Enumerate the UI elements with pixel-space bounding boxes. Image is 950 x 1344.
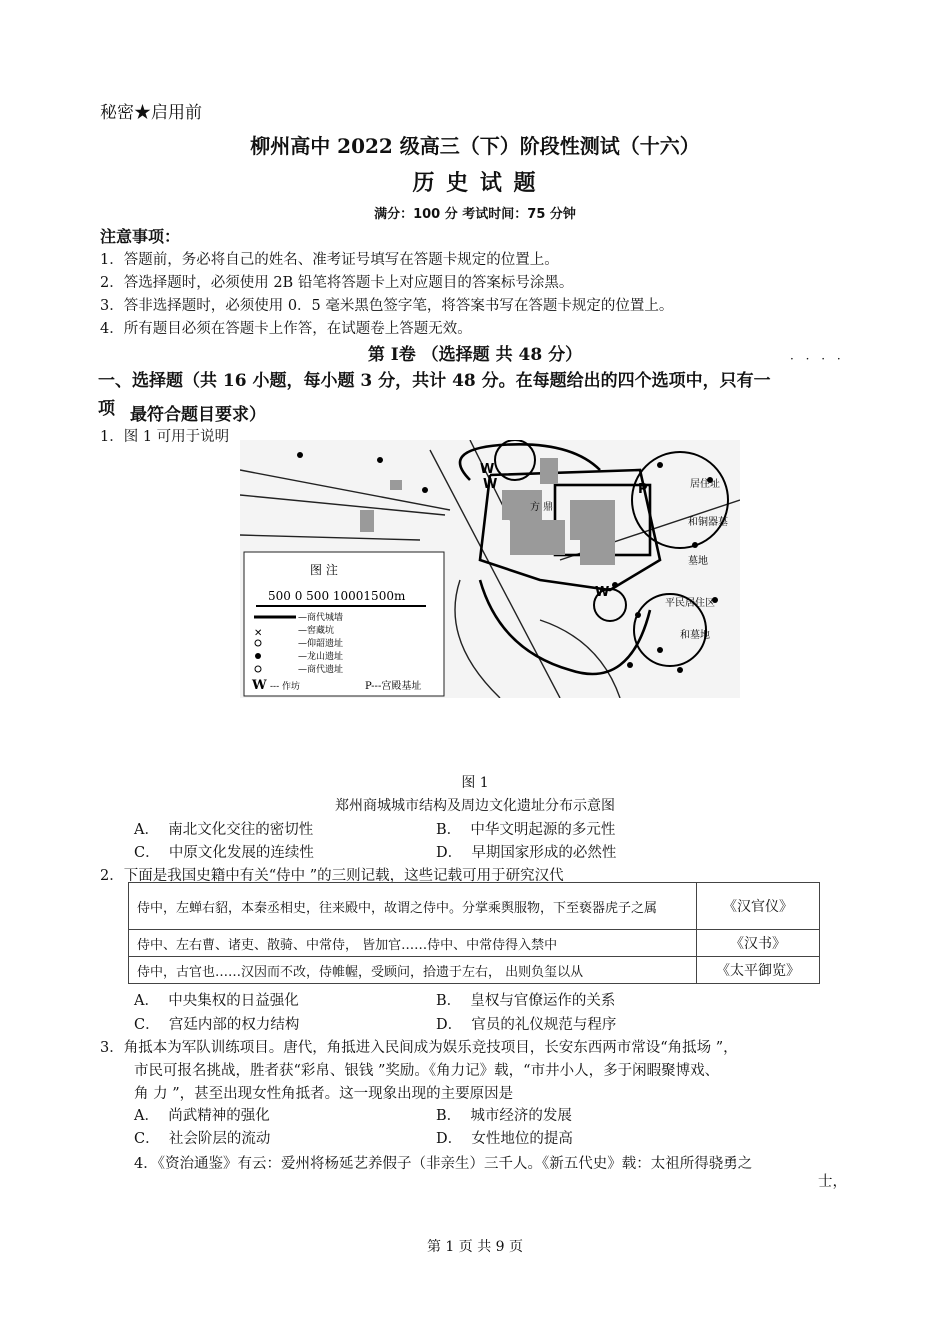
map-label: W [595,585,610,600]
table-row [129,883,820,930]
q1-option-c: C． 中原文化发展的连续性 [134,845,314,861]
map-label: W [480,462,495,477]
q3-option-c: C． 社会阶层的流动 [134,1131,271,1147]
question-2-stem: 2．下面是我国史籍中有关“侍中 ”的三则记载，这些记载可用于研究汉代 [100,868,564,884]
map-label: 居住址 [690,479,720,490]
legend-item: —商代城墙 [298,613,344,623]
legend-title: 图 注 [310,563,338,577]
question-1-stem: 1．图 1 可用于说明 [100,429,230,445]
section-title: 第 Ⅰ卷 （选择题 共 48 分） [367,345,583,365]
subject-title: 历 史 试 题 [412,170,538,196]
q2-option-a: A． 中央集权的日益强化 [134,993,299,1009]
exam-title: 柳州高中 2022 级高三（下）阶段性测试（十六） [250,134,700,158]
page-footer: 第 1 页 共 9 页 [426,1239,524,1255]
q1-option-d: D． 早期国家形成的必然性 [436,845,617,861]
record-text: 侍中、左右曹、诸吏、散骑、中常侍， 皆加官……侍中、中常侍得入禁中 [129,930,697,957]
map-label: 墓地 [688,556,708,567]
question-4-line1: 4．《资治通鉴》有云：爱州将杨延艺养假子（非亲生）三千人。《新五代史》载：太祖所得骁勇之 [134,1156,753,1172]
zhengzhou-map-figure [240,440,740,698]
figure-number: 图 1 [461,775,489,791]
record-source: 《汉书》 [697,930,820,957]
notice-heading: 注意事项： [100,227,181,246]
record-text: 侍中，左蝉右貂，本秦丞相史，往来殿中，故谓之侍中。分掌乘舆服物，下至亵器虎子之属 [129,883,697,930]
q2-option-b: B． 皇权与官僚运作的关系 [436,993,616,1009]
q1-option-a: A． 南北文化交往的密切性 [134,822,314,838]
map-label: 方 鼎 [530,502,554,513]
question-3-line3: 角 力 ”，甚至出现女性角抵者。这一现象出现的主要原因是 [134,1086,514,1102]
historical-records-table [128,882,820,984]
q2-option-c: C． 宫廷内部的权力结构 [134,1017,300,1033]
record-source: 《太平御览》 [697,957,820,984]
part-instruction-line2b: 最符合题目要求） [130,405,266,425]
legend-scale: 500 0 500 10001500m [268,589,406,603]
question-3-line2: 市民可报名挑战，胜者获“彩帛、银钱 ”奖励。《角力记》载，“市井小人，多于闲暇聚博戏、 [134,1063,720,1079]
emphasis-dots: · · · · [790,352,845,366]
q1-option-b: B． 中华文明起源的多元性 [436,822,616,838]
part-instruction-line2a: 项 [98,399,115,419]
map-label: 平民居住区 [665,598,715,609]
map-label: P [638,482,648,497]
q3-option-a: A． 尚武精神的强化 [134,1108,270,1124]
map-label: 和铜器墓 [688,517,728,528]
legend-item: —龙山遗址 [298,652,344,662]
exam-meta: 满分：100 分 考试时间：75 分钟 [374,207,576,222]
figure-caption: 郑州商城城市结构及周边文化遗址分布示意图 [335,798,615,814]
record-source: 《汉官仪》 [697,883,820,930]
legend-w: W [252,678,267,693]
table-row [129,930,820,957]
part-instruction-line1: 一、选择题（共 16 小题，每小题 3 分，共计 48 分。在每题给出的四个选项中，只有一 [98,371,771,391]
record-text: 侍中，古官也……汉因而不改，侍帷幄，受顾问，拾遗于左右， 出则负玺以从 [129,957,697,984]
q3-option-d: D． 女性地位的提高 [436,1131,573,1147]
q3-option-b: B． 城市经济的发展 [436,1108,572,1124]
map-label: W [483,477,498,492]
notice-item: 3．答非选择题时，必须使用 0．5 毫米黑色签字笔，将答案书写在答题卡规定的位置上。 [100,298,674,314]
notice-item: 2．答选择题时，必须使用 2B 铅笔将答题卡上对应题目的答案标号涂黑。 [100,275,574,291]
svg-text:✕: ✕ [254,628,263,639]
legend-item: —商代遗址 [298,665,344,675]
legend-item: —仰韶遗址 [298,639,344,649]
question-3-line1: 3．角抵本为军队训练项目。唐代，角抵进入民间成为娱乐竞技项目，长安东西两市常设“角抵场 ”， [100,1040,738,1056]
notice-item: 4．所有题目必须在答题卡上作答，在试题卷上答题无效。 [100,321,472,337]
legend-item: --- 作坊 [270,682,300,692]
question-4-line2: 士， [818,1174,847,1190]
notice-item: 1．答题前，务必将自己的姓名、准考证号填写在答题卡规定的位置上。 [100,252,559,268]
table-row [129,957,820,984]
legend-item: —窖藏坑 [298,626,335,636]
confidential-mark: 秘密★启用前 [100,103,202,123]
map-label: 和墓地 [680,630,710,641]
q2-option-d: D． 官员的礼仪规范与程序 [436,1017,617,1033]
legend-p: P---宫殿基址 [365,681,422,692]
